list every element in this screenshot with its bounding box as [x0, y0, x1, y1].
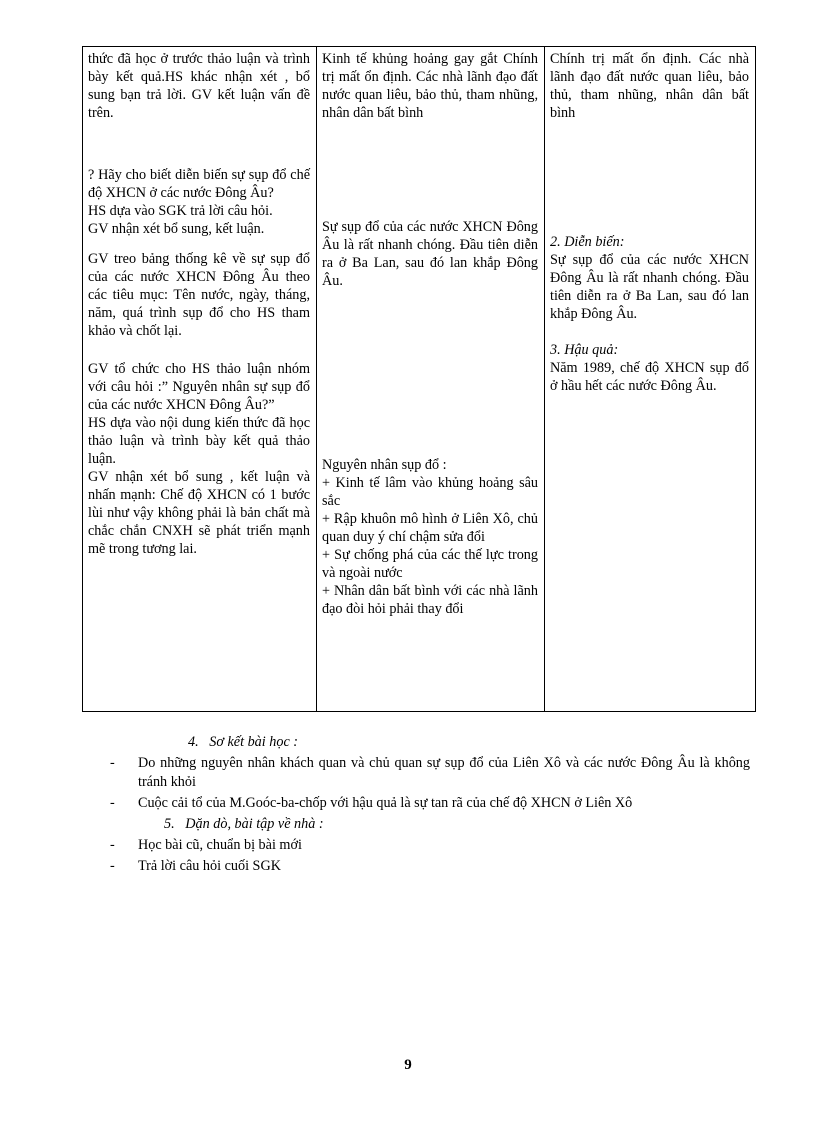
cause-item: + Kinh tế lâm vào khủng hoảng sâu sắc: [322, 475, 538, 509]
development-text: Sự sụp đổ của các nước XHCN Đông Âu là rất nhanh chóng. Đầu tiên diễn ra ở Ba Lan, sau đó lan khắp Đông Âu.: [550, 252, 749, 322]
activity-paragraph: GV tổ chức cho HS thảo luận nhóm với câu hỏi :” Nguyên nhân sự sụp đổ của các nước XHCN Đông Âu?”: [88, 361, 310, 413]
activity-paragraph: GV nhận xét bổ sung , kết luận và nhấn mạnh: Chế độ XHCN có 1 bước lùi như vậy không phải là bản chất mà chắc chắn CNXH sẽ phát triển mạnh mẽ trong tương lai.: [88, 469, 310, 557]
page-number: 9: [404, 1057, 412, 1073]
list-item-text: Cuộc cải tổ của M.Goóc-ba-chốp với hậu quả là sự tan rã của chế độ XHCN ở Liên Xô: [138, 795, 633, 811]
notes-paragraph: Chính trị mất ổn định. Các nhà lãnh đạo đất nước quan liêu, bảo thủ, tham nhũng, nhân dân bất bình: [550, 51, 749, 121]
activity-paragraph: HS dựa vào SGK trả lời câu hỏi.: [88, 203, 273, 219]
activity-question: ? Hãy cho biết diễn biến sự sụp đổ chế độ XHCN ở các nước Đông Âu?: [88, 167, 310, 201]
table-row: [83, 47, 756, 712]
homework-heading: 5. Dặn dò, bài tập về nhà :: [164, 816, 324, 832]
notes-cell: [545, 47, 756, 712]
cause-item: + Rập khuôn mô hình ở Liên Xô, chủ quan duy ý chí chậm sửa đổi: [322, 511, 538, 545]
cause-title: Nguyên nhân sụp đổ :: [322, 457, 447, 473]
development-heading: 2. Diễn biến:: [550, 234, 625, 250]
content-cell: [317, 47, 545, 712]
summary-list: [110, 754, 750, 813]
bullet-dash: -: [110, 837, 115, 853]
activity-paragraph: GV nhận xét bổ sung, kết luận.: [88, 221, 265, 237]
list-item-text: Học bài cũ, chuẩn bị bài mới: [138, 837, 302, 853]
list-item: [110, 857, 750, 876]
summary-heading: 4. Sơ kết bài học :: [188, 734, 299, 750]
consequence-text: Năm 1989, chế độ XHCN sụp đổ ở hầu hết các nước Đông Âu.: [550, 360, 749, 394]
bullet-dash: -: [110, 795, 115, 811]
cause-item: + Sự chống phá của các thế lực trong và ngoài nước: [322, 547, 538, 581]
lesson-summary: [110, 733, 750, 878]
consequence-heading: 3. Hậu quả:: [550, 342, 619, 358]
list-item: [110, 754, 750, 792]
bullet-dash: -: [110, 755, 115, 771]
cause-item: + Nhân dân bất bình với các nhà lãnh đạo đòi hỏi phải thay đổi: [322, 583, 538, 617]
content-paragraph: Kinh tế khủng hoảng gay gắt Chính trị mất ổn định. Các nhà lãnh đạo đất nước quan liêu, bảo thủ, tham nhũng, nhân dân bất bình: [322, 51, 538, 121]
list-item: [110, 836, 750, 855]
lesson-table: [82, 46, 756, 712]
list-item-text: Trả lời câu hỏi cuối SGK: [138, 858, 281, 874]
activity-paragraph: thức đã học ở trước thảo luận và trình bày kết quả.HS khác nhận xét , bổ sung bạn trả lời. GV kết luận vấn đề trên.: [88, 51, 310, 121]
activity-paragraph: HS dựa vào nội dung kiến thức đã học thảo luận và trình bày kết quả thảo luận.: [88, 415, 310, 467]
activity-paragraph: GV treo bảng thống kê về sự sụp đổ của các nước XHCN Đông Âu theo các tiêu mục: Tên nước, ngày, tháng, năm, quá trình sụp đổ cho HS tham khảo và chốt lại.: [88, 251, 310, 339]
bullet-dash: -: [110, 858, 115, 874]
list-item: [110, 794, 750, 813]
teacher-student-activity-cell: [83, 47, 317, 712]
homework-list: [110, 836, 750, 876]
content-paragraph: Sự sụp đổ của các nước XHCN Đông Âu là rất nhanh chóng. Đầu tiên diễn ra ở Ba Lan, sau đó lan khắp Đông Âu.: [322, 219, 538, 289]
list-item-text: Do những nguyên nhân khách quan và chủ quan sự sụp đổ của Liên Xô và các nước Đông Âu là không tránh khỏi: [138, 755, 750, 790]
